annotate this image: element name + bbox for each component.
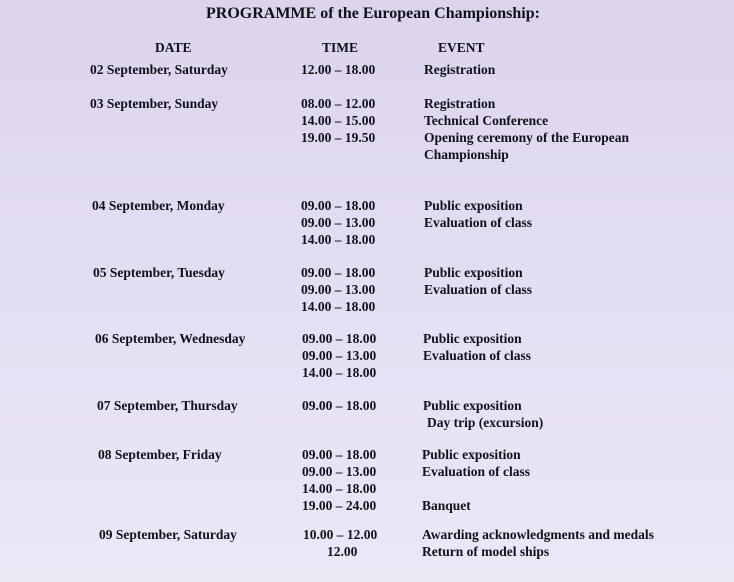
schedule-times — [301, 95, 375, 146]
event-item: Day trip (excursion) — [427, 415, 544, 430]
time-slot: 09.00 – 18.00 — [301, 198, 376, 213]
event-item: Public exposition — [422, 447, 521, 462]
time-slot: 09.00 – 13.00 — [302, 348, 377, 363]
time-slot: 14.00 – 18.00 — [301, 232, 376, 247]
event-item: Return of model ships — [422, 544, 550, 559]
schedule-times — [301, 61, 375, 78]
schedule-date: 06 September, Wednesday — [95, 331, 246, 346]
event-spacer — [422, 480, 692, 497]
event-item: Public exposition — [424, 265, 523, 280]
time-slot: 12.00 – 18.00 — [301, 62, 376, 77]
time-slot: 09.00 – 13.00 — [301, 215, 376, 230]
event-item: Registration — [424, 62, 496, 77]
event-item: Evaluation of class — [422, 464, 531, 479]
event-item: Evaluation of class — [423, 348, 532, 363]
schedule-events — [422, 526, 712, 560]
time-slot: 10.00 – 12.00 — [303, 527, 378, 542]
event-item: Technical Conference — [424, 113, 549, 128]
event-item: Awarding acknowledgments and medals — [422, 527, 654, 542]
schedule-date: 09 September, Saturday — [99, 527, 237, 542]
time-slot: 14.00 – 18.00 — [302, 481, 377, 496]
schedule-times — [302, 330, 376, 381]
time-slot: 09.00 – 18.00 — [302, 331, 377, 346]
event-item: Public exposition — [423, 331, 522, 346]
time-slot: 12.00 — [327, 544, 358, 559]
schedule-date: 04 September, Monday — [92, 198, 225, 213]
time-slot: 08.00 – 12.00 — [301, 96, 376, 111]
event-item: Public exposition — [424, 198, 523, 213]
schedule-events — [424, 197, 694, 231]
time-slot: 09.00 – 18.00 — [302, 447, 377, 462]
schedule-times — [301, 264, 375, 315]
time-slot: 14.00 – 18.00 — [301, 299, 376, 314]
date-column-header: DATE — [155, 40, 192, 55]
schedule-date: 05 September, Tuesday — [93, 265, 225, 280]
schedule-events — [424, 264, 694, 298]
event-item: Opening ceremony of the European Championship — [424, 130, 630, 162]
time-slot: 19.00 – 19.50 — [301, 130, 376, 145]
schedule-date: 03 September, Sunday — [90, 96, 219, 111]
event-item: Evaluation of class — [424, 282, 533, 297]
schedule-date: 08 September, Friday — [98, 447, 222, 462]
time-slot: 14.00 – 15.00 — [301, 113, 376, 128]
schedule-times — [303, 526, 377, 560]
time-column-header: TIME — [322, 40, 359, 55]
schedule-date: 02 September, Saturday — [90, 62, 228, 77]
schedule-times — [302, 397, 376, 414]
schedule-events — [424, 61, 694, 78]
time-slot: 09.00 – 18.00 — [302, 398, 377, 413]
schedule-events — [423, 330, 693, 364]
time-slot: 19.00 – 24.00 — [302, 498, 377, 513]
schedule-times — [302, 446, 376, 514]
document-title: PROGRAMME of the European Championship: — [206, 5, 540, 22]
event-item: Public exposition — [423, 398, 522, 413]
event-item: Banquet — [422, 498, 471, 513]
event-column-header: EVENT — [438, 40, 485, 55]
time-slot: 09.00 – 13.00 — [301, 282, 376, 297]
schedule-events — [424, 95, 664, 163]
schedule-events — [423, 397, 693, 431]
event-item: Registration — [424, 96, 496, 111]
time-slot: 09.00 – 18.00 — [301, 265, 376, 280]
time-slot: 09.00 – 13.00 — [302, 464, 377, 479]
time-slot: 14.00 – 18.00 — [302, 365, 377, 380]
schedule-date: 07 September, Thursday — [97, 398, 238, 413]
event-item: Evaluation of class — [424, 215, 533, 230]
schedule-events — [422, 446, 692, 514]
schedule-times — [301, 197, 375, 248]
